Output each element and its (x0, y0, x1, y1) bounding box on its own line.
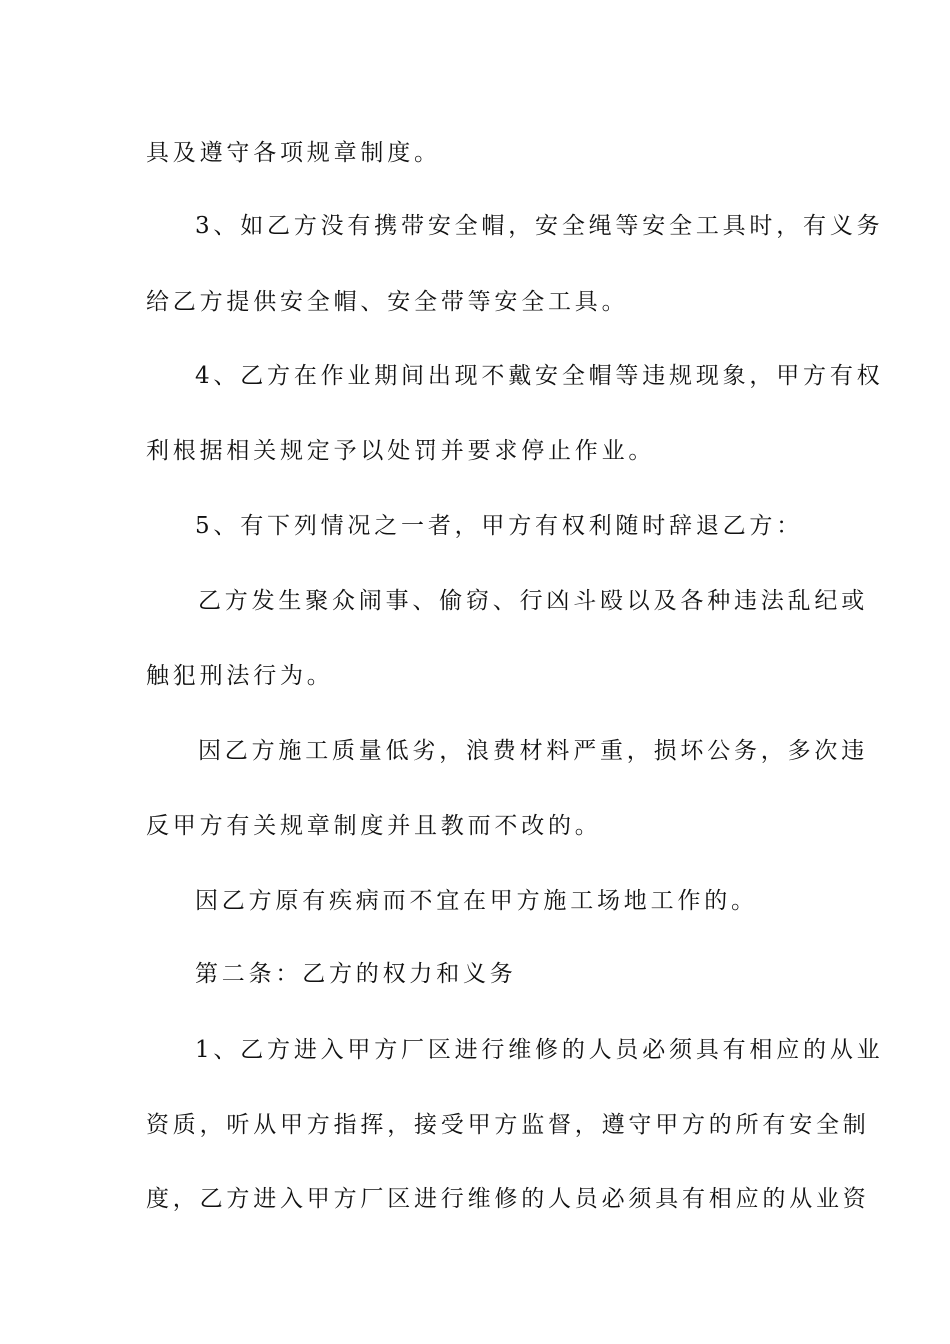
text-line: 度，乙方进入甲方厂区进行维修的人员必须具有相应的从业资 (146, 1186, 870, 1212)
text-line: 因乙方原有疾病而不宜在甲方施工场地工作的。 (195, 888, 758, 914)
section-heading: 第二条：乙方的权力和义务 (195, 961, 517, 987)
text-line: 利根据相关规定予以处罚并要求停止作业。 (146, 438, 656, 464)
text-line: 具及遵守各项规章制度。 (146, 140, 441, 166)
text-line: 乙方发生聚众闹事、偷窃、行凶斗殴以及各种违法乱纪或 (198, 588, 868, 614)
text-line: 触犯刑法行为。 (146, 663, 334, 689)
text-line: 资质，听从甲方指挥，接受甲方监督，遵守甲方的所有安全制 (146, 1112, 870, 1138)
text-line: 反甲方有关规章制度并且教而不改的。 (146, 813, 602, 839)
text-line: 给乙方提供安全帽、安全带等安全工具。 (146, 289, 629, 315)
text-line: 因乙方施工质量低劣，浪费材料严重，损坏公务，多次违 (198, 738, 868, 764)
text-line: 3、如乙方没有携带安全帽，安全绳等安全工具时，有义务 (195, 213, 884, 239)
text-line: 4、乙方在作业期间出现不戴安全帽等违规现象，甲方有权 (195, 363, 884, 389)
text-line: 5、有下列情况之一者，甲方有权利随时辞退乙方： (195, 513, 804, 539)
text-line: 1、乙方进入甲方厂区进行维修的人员必须具有相应的从业 (195, 1037, 884, 1063)
